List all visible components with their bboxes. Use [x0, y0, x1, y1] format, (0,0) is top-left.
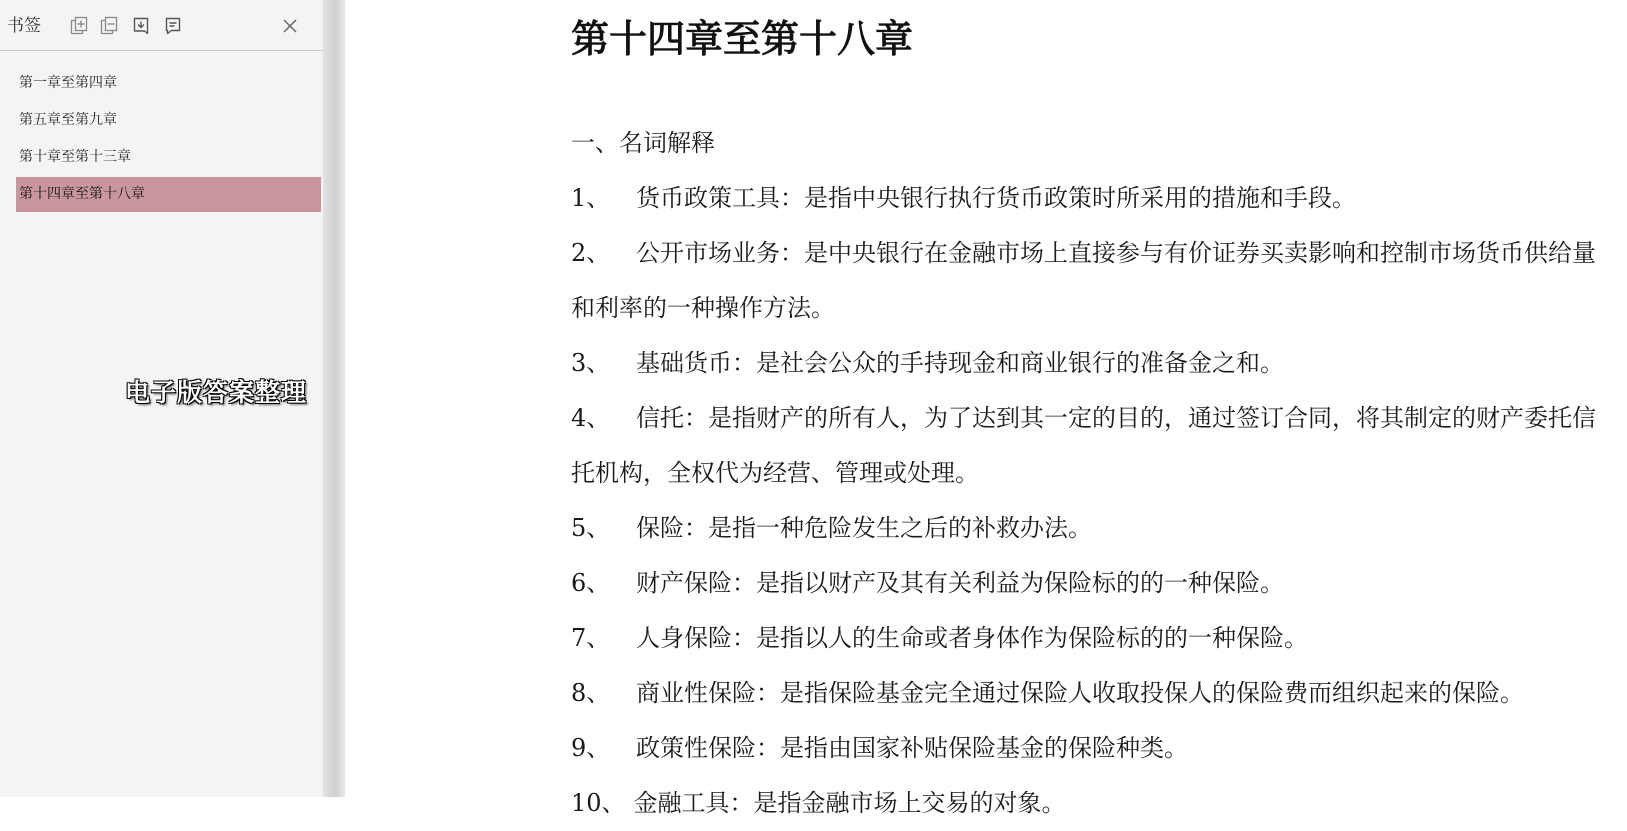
item-text: 基础货币：是社会公众的手持现金和商业银行的准备金之和。 [636, 349, 1284, 377]
expand-bookmark-icon[interactable] [130, 15, 152, 37]
watermark-text: 电子版答案整理 [125, 378, 308, 407]
page-title: 第十四章至第十八章 [571, 17, 914, 61]
item-text: 金融工具：是指金融市场上交易的对象。 [633, 789, 1066, 817]
bookmark-panel [0, 0, 323, 797]
bookmark-panel-title: 书签 [7, 16, 41, 36]
bookmark-item[interactable]: 第十章至第十三章 [19, 149, 131, 165]
document-body [571, 116, 1611, 831]
bookmark-item[interactable]: 第五章至第九章 [19, 112, 117, 128]
item-number: 3、 [571, 349, 611, 377]
item-number: 5、 [571, 514, 611, 542]
item-text: 保险：是指一种危险发生之后的补救办法。 [636, 514, 1092, 542]
item-text: 公开市场业务：是中央银行在金融市场上直接参与有价证券买卖影响和控制市场货币供给量和利率的一种操作方法。 [571, 239, 1596, 322]
item-text: 商业性保险：是指保险基金完全通过保险人收取投保人的保险费而组织起来的保险。 [636, 679, 1524, 707]
bookmark-panel-header [0, 0, 323, 51]
item-number: 4、 [571, 404, 611, 432]
item-text: 人身保险：是指以人的生命或者身体作为保险标的的一种保险。 [636, 624, 1308, 652]
definition-item [571, 171, 1611, 226]
item-number: 9、 [571, 734, 611, 762]
item-number: 8、 [571, 679, 611, 707]
definition-item [571, 556, 1611, 611]
definition-item [571, 336, 1611, 391]
item-text: 信托：是指财产的所有人，为了达到其一定的目的，通过签订合同，将其制定的财产委托信托机构，全权代为经营、管理或处理。 [571, 404, 1596, 487]
definition-item [571, 611, 1611, 666]
remove-bookmark-icon[interactable] [98, 15, 120, 37]
definition-item [571, 776, 1611, 831]
item-text: 政策性保险：是指由国家补贴保险基金的保险种类。 [636, 734, 1188, 762]
definition-item [571, 391, 1611, 501]
item-number: 2、 [571, 239, 611, 267]
add-bookmark-icon[interactable] [68, 15, 90, 37]
definition-item [571, 721, 1611, 776]
definition-item [571, 226, 1611, 336]
item-number: 7、 [571, 624, 611, 652]
item-text: 货币政策工具：是指中央银行执行货币政策时所采用的措施和手段。 [636, 184, 1356, 212]
bookmark-comment-icon[interactable] [162, 15, 184, 37]
item-number: 10、 [571, 789, 626, 817]
item-number: 6、 [571, 569, 611, 597]
close-icon[interactable] [279, 15, 301, 37]
section-heading: 一、名词解释 [571, 129, 715, 157]
definition-item [571, 666, 1611, 721]
panel-splitter[interactable] [323, 0, 345, 797]
definition-item [571, 501, 1611, 556]
bookmark-item[interactable]: 第一章至第四章 [19, 75, 117, 91]
item-text: 财产保险：是指以财产及其有关利益为保险标的的一种保险。 [636, 569, 1284, 597]
bookmark-list [16, 66, 321, 214]
bookmark-item-active[interactable]: 第十四章至第十八章 [16, 177, 321, 212]
item-number: 1、 [571, 184, 611, 212]
document-page [345, 0, 1627, 817]
